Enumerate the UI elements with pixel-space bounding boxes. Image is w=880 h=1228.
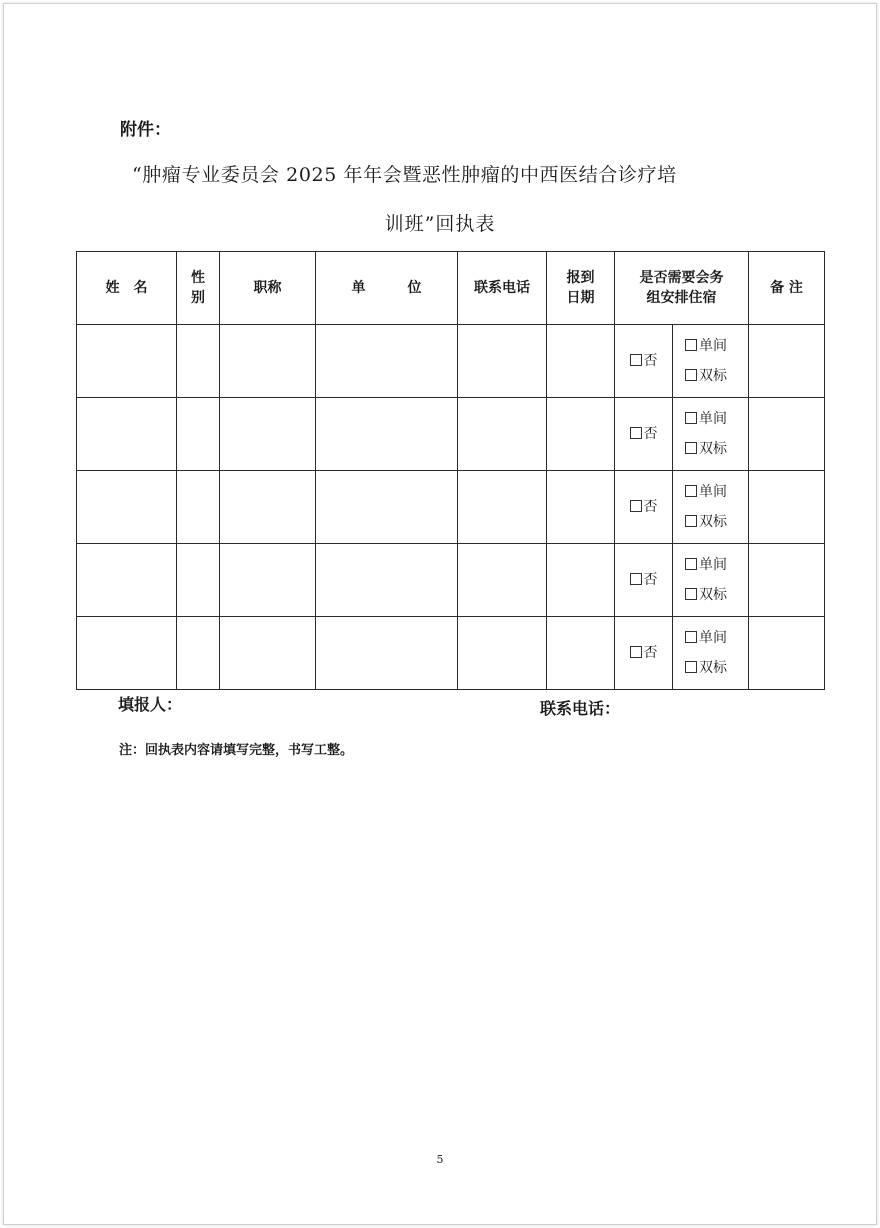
form-title-line-2: 训班”回执表 — [384, 213, 496, 235]
header-checkin-2: 日期 — [566, 290, 595, 306]
table-row — [77, 617, 825, 690]
form-title-line-1: “肿瘤专业委员会 2025 年年会暨恶性肿瘤的中西医结合诊疗培 — [132, 164, 677, 186]
header-gender-1: 性 — [191, 270, 205, 286]
attachment-label: 附件： — [120, 120, 171, 140]
title-cell[interactable] — [220, 617, 316, 690]
header-name: 姓 名 — [77, 252, 177, 325]
option-single-label: 单间 — [699, 338, 727, 354]
checkbox-double[interactable] — [685, 588, 697, 600]
checkbox-double[interactable] — [685, 369, 697, 381]
option-no-label: 否 — [643, 645, 658, 661]
option-double — [673, 580, 748, 610]
header-checkin — [547, 252, 615, 325]
remarks-cell[interactable] — [749, 617, 825, 690]
option-single — [673, 331, 748, 361]
option-single-label: 单间 — [699, 630, 727, 646]
option-double — [673, 653, 748, 683]
checkbox-no[interactable] — [630, 573, 642, 585]
header-lodging-1: 是否需要会务 — [639, 270, 724, 286]
gender-cell[interactable] — [177, 325, 220, 398]
checkin-cell[interactable] — [547, 325, 615, 398]
header-lodging — [615, 252, 749, 325]
form-note: 注：回执表内容请填写完整，书写工整。 — [119, 743, 354, 758]
option-single — [673, 550, 748, 580]
option-double-label: 双标 — [699, 368, 727, 384]
unit-cell[interactable] — [316, 325, 458, 398]
page-number: 5 — [436, 1153, 444, 1166]
unit-cell[interactable] — [316, 471, 458, 544]
contact-phone-label: 联系电话： — [540, 699, 621, 718]
checkbox-single[interactable] — [685, 558, 697, 570]
option-no-label: 否 — [643, 353, 658, 369]
table-row — [77, 325, 825, 398]
lodging-no-cell — [615, 544, 673, 617]
option-double-label: 双标 — [699, 587, 727, 603]
table-header-row — [77, 252, 825, 325]
phone-cell[interactable] — [458, 617, 547, 690]
name-cell[interactable] — [77, 471, 177, 544]
name-cell[interactable] — [77, 325, 177, 398]
checkbox-no[interactable] — [630, 646, 642, 658]
checkbox-double[interactable] — [685, 661, 697, 673]
checkbox-double[interactable] — [685, 442, 697, 454]
header-gender-2: 别 — [191, 290, 205, 306]
gender-cell[interactable] — [177, 544, 220, 617]
checkin-cell[interactable] — [547, 617, 615, 690]
header-lodging-2: 组安排住宿 — [646, 290, 717, 306]
checkbox-no[interactable] — [630, 427, 642, 439]
option-double — [673, 434, 748, 464]
gender-cell[interactable] — [177, 617, 220, 690]
name-cell[interactable] — [77, 398, 177, 471]
remarks-cell[interactable] — [749, 398, 825, 471]
table-row — [77, 398, 825, 471]
unit-cell[interactable] — [316, 617, 458, 690]
phone-cell[interactable] — [458, 325, 547, 398]
option-double — [673, 507, 748, 537]
lodging-room-cell — [673, 471, 749, 544]
option-single-label: 单间 — [699, 484, 727, 500]
checkbox-single[interactable] — [685, 339, 697, 351]
option-no-label: 否 — [643, 499, 658, 515]
header-unit: 单 位 — [316, 252, 458, 325]
option-no-label: 否 — [643, 572, 658, 588]
remarks-cell[interactable] — [749, 325, 825, 398]
remarks-cell[interactable] — [749, 471, 825, 544]
registration-form-table — [76, 251, 825, 690]
table-row — [77, 471, 825, 544]
lodging-room-cell — [673, 544, 749, 617]
header-phone: 联系电话 — [458, 252, 547, 325]
lodging-no-cell — [615, 471, 673, 544]
lodging-room-cell — [673, 617, 749, 690]
checkin-cell[interactable] — [547, 398, 615, 471]
lodging-no-cell — [615, 325, 673, 398]
option-double-label: 双标 — [699, 660, 727, 676]
option-single-label: 单间 — [699, 557, 727, 573]
phone-cell[interactable] — [458, 398, 547, 471]
title-cell[interactable] — [220, 544, 316, 617]
checkbox-single[interactable] — [685, 412, 697, 424]
name-cell[interactable] — [77, 617, 177, 690]
phone-cell[interactable] — [458, 544, 547, 617]
option-single-label: 单间 — [699, 411, 727, 427]
header-gender — [177, 252, 220, 325]
option-no-label: 否 — [643, 426, 658, 442]
option-double-label: 双标 — [699, 514, 727, 530]
option-single — [673, 404, 748, 434]
header-remarks: 备 注 — [749, 252, 825, 325]
checkbox-single[interactable] — [685, 485, 697, 497]
gender-cell[interactable] — [177, 398, 220, 471]
option-single — [673, 623, 748, 653]
checkin-cell[interactable] — [547, 544, 615, 617]
lodging-room-cell — [673, 398, 749, 471]
lodging-no-cell — [615, 398, 673, 471]
title-cell[interactable] — [220, 471, 316, 544]
option-double — [673, 361, 748, 391]
title-cell[interactable] — [220, 325, 316, 398]
gender-cell[interactable] — [177, 471, 220, 544]
lodging-no-cell — [615, 617, 673, 690]
title-cell[interactable] — [220, 398, 316, 471]
unit-cell[interactable] — [316, 398, 458, 471]
filler-label: 填报人： — [118, 695, 183, 714]
checkbox-no[interactable] — [630, 500, 642, 512]
checkin-cell[interactable] — [547, 471, 615, 544]
header-title: 职称 — [220, 252, 316, 325]
checkbox-no[interactable] — [630, 354, 642, 366]
option-single — [673, 477, 748, 507]
remarks-cell[interactable] — [749, 544, 825, 617]
name-cell[interactable] — [77, 544, 177, 617]
checkbox-double[interactable] — [685, 515, 697, 527]
phone-cell[interactable] — [458, 471, 547, 544]
option-double-label: 双标 — [699, 441, 727, 457]
lodging-room-cell — [673, 325, 749, 398]
table-row — [77, 544, 825, 617]
header-checkin-1: 报到 — [566, 270, 595, 286]
unit-cell[interactable] — [316, 544, 458, 617]
checkbox-single[interactable] — [685, 631, 697, 643]
